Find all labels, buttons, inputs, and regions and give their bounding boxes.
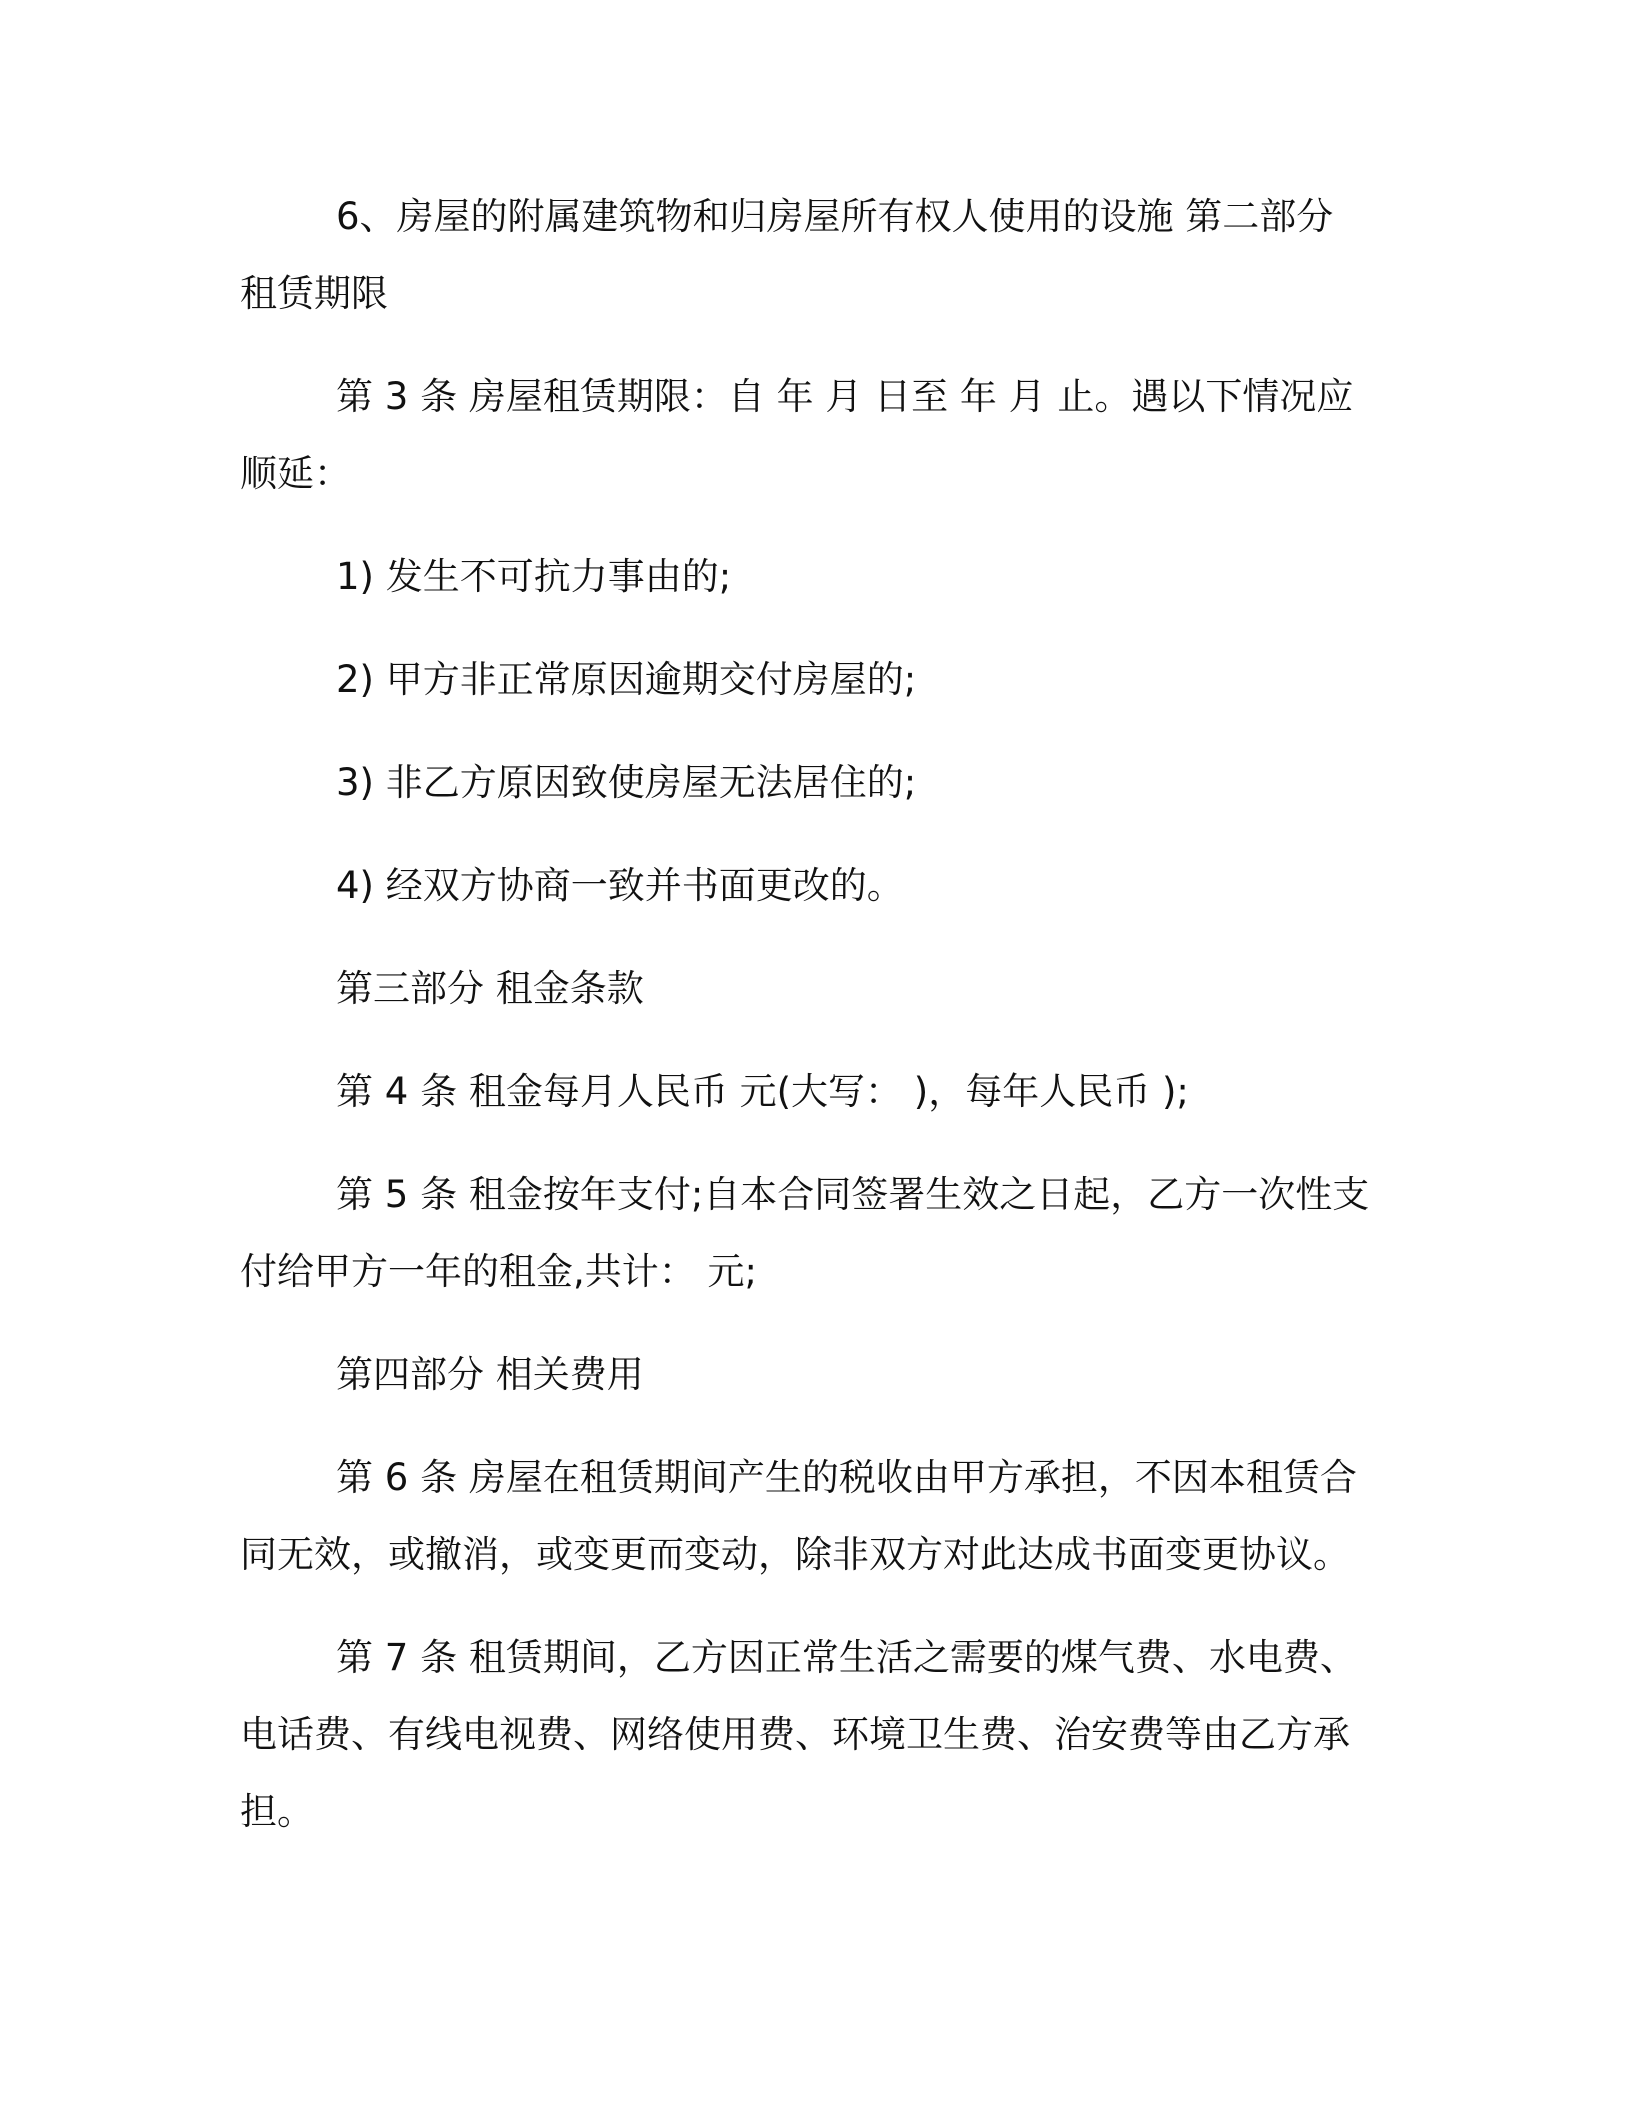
section-heading-part-4: 第四部分 相关费用	[336, 1353, 644, 1396]
paragraph-article-4: 第 4 条 租金每月人民币 元(大写： )，每年人民币 );	[336, 1070, 1189, 1113]
section-heading-part-3: 第三部分 租金条款	[336, 967, 644, 1010]
paragraph-article-5: 第 5 条 租金按年支付;自本合同签署生效之日起，乙方一次性支付给甲方一年的租金,共计： 元;	[240, 1173, 1370, 1293]
list-item-1: 1) 发生不可抗力事由的;	[336, 555, 732, 598]
document-body	[240, 178, 1380, 1876]
paragraph-article-6: 第 6 条 房屋在租赁期间产生的税收由甲方承担，不因本租赁合同无效，或撤消，或变更而变动，除非双方对此达成书面变更协议。	[240, 1456, 1357, 1576]
list-item-3: 3) 非乙方原因致使房屋无法居住的;	[336, 761, 917, 804]
list-item-4: 4) 经双方协商一致并书面更改的。	[336, 864, 904, 907]
paragraph-article-3: 第 3 条 房屋租赁期限：自 年 月 日至 年 月 止。遇以下情况应顺延：	[240, 375, 1354, 495]
paragraph-facilities-rental-term: 6、房屋的附属建筑物和归房屋所有权人使用的设施 第二部分 租赁期限	[240, 195, 1334, 315]
paragraph-article-7: 第 7 条 租赁期间，乙方因正常生活之需要的煤气费、水电费、电话费、有线电视费、网络使用费、环境卫生费、治安费等由乙方承担。	[240, 1636, 1357, 1833]
list-item-2: 2) 甲方非正常原因逾期交付房屋的;	[336, 658, 917, 701]
